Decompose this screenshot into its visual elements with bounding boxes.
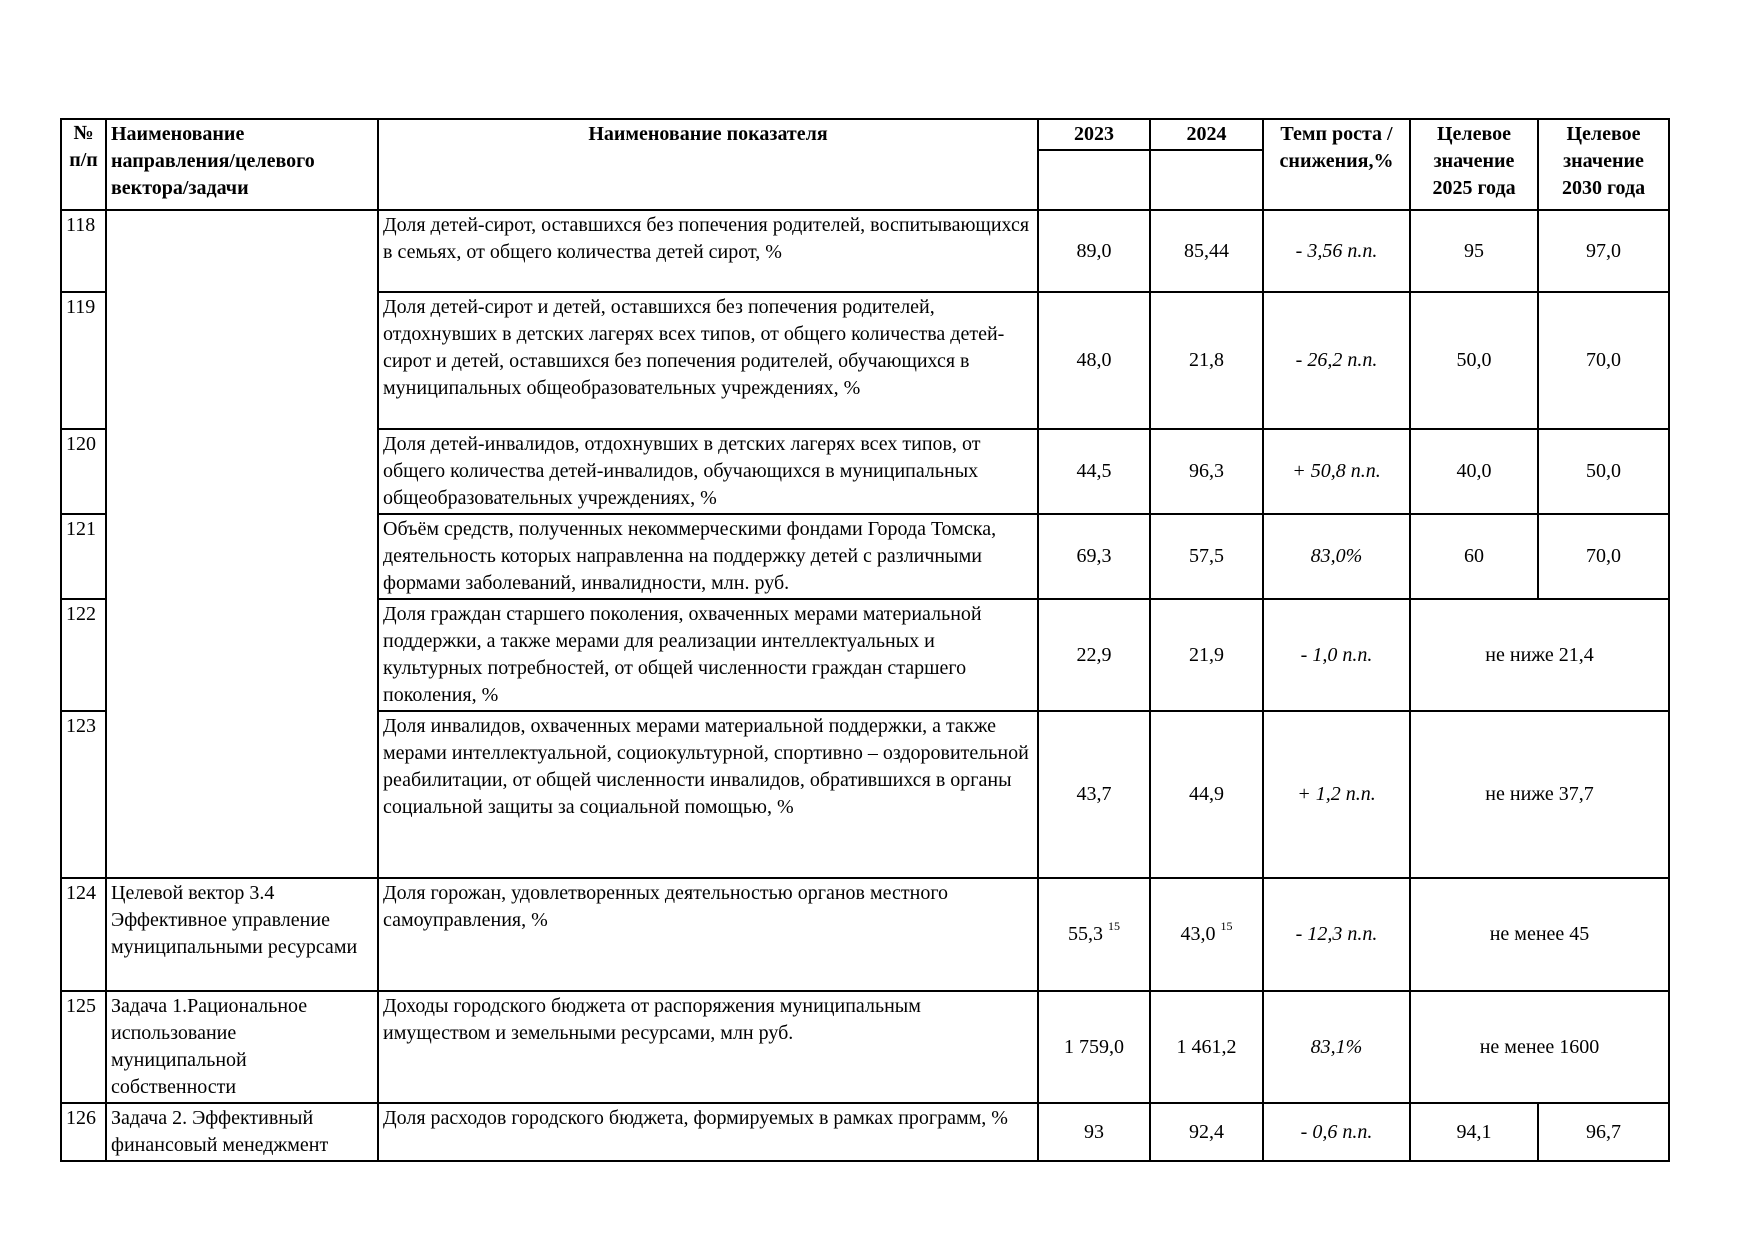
row-number: 120: [61, 429, 106, 514]
row-value-2023-cell: [1038, 878, 1150, 991]
row-rate: - 1,0 п.п.: [1263, 599, 1410, 711]
row-value-2023: 22,9: [1038, 599, 1150, 711]
header-year-2023: 2023: [1038, 119, 1150, 150]
row-indicator: Доля горожан, удовлетворенных деятельностью органов местного самоуправления, %: [378, 878, 1038, 991]
row-target-merged: не ниже 37,7: [1410, 711, 1669, 878]
header-rate: Темп роста / снижения,%: [1263, 119, 1410, 210]
row-rate: + 50,8 п.п.: [1263, 429, 1410, 514]
row-value-2023: 44,5: [1038, 429, 1150, 514]
row-number: 124: [61, 878, 106, 991]
row-number: 119: [61, 292, 106, 429]
row-rate: + 1,2 п.п.: [1263, 711, 1410, 878]
row-target-2025: 40,0: [1410, 429, 1538, 514]
header-target-2030: Целевое значение 2030 года: [1538, 119, 1669, 210]
row-number: 126: [61, 1103, 106, 1161]
header-indicator: Наименование показателя: [378, 119, 1038, 210]
row-value-2023: 43,7: [1038, 711, 1150, 878]
row-direction: Задача 2. Эффективный финансовый менеджмент: [106, 1103, 378, 1161]
row-rate: - 12,3 п.п.: [1263, 878, 1410, 991]
row-number: 122: [61, 599, 106, 711]
row-indicator: Доля инвалидов, охваченных мерами материальной поддержки, а также мерами интеллектуальной, социокультурной, спортивно – оздоровительной реабилитации, от общей численности инвалидов, обратившихся в органы социальной защиты за социальной помощью, %: [378, 711, 1038, 878]
row-direction-empty: [106, 210, 378, 878]
row-target-merged: не менее 1600: [1410, 991, 1669, 1103]
row-value-2024: 43,0: [1180, 923, 1216, 945]
row-value-2023: 69,3: [1038, 514, 1150, 599]
row-target-2025: 50,0: [1410, 292, 1538, 429]
row-target-2030: 50,0: [1538, 429, 1669, 514]
row-rate: - 0,6 п.п.: [1263, 1103, 1410, 1161]
row-rate: - 26,2 п.п.: [1263, 292, 1410, 429]
row-rate: 83,1%: [1263, 991, 1410, 1103]
row-value-2024: 21,9: [1150, 599, 1263, 711]
header-direction: Наименование направления/целевого вектора/задачи: [106, 119, 378, 210]
header-row: [61, 119, 1669, 150]
header-target-2025: Целевое значение 2025 года: [1410, 119, 1538, 210]
footnote-ref: 15: [1108, 919, 1120, 934]
row-number: 121: [61, 514, 106, 599]
row-value-2023: 93: [1038, 1103, 1150, 1161]
row-value-2024-cell: [1150, 878, 1263, 991]
row-value-2024: 44,9: [1150, 711, 1263, 878]
row-value-2024: 21,8: [1150, 292, 1263, 429]
row-target-2030: 70,0: [1538, 514, 1669, 599]
row-rate: - 3,56 п.п.: [1263, 210, 1410, 292]
row-target-2025: 60: [1410, 514, 1538, 599]
row-value-2024: 92,4: [1150, 1103, 1263, 1161]
row-direction: Задача 1.Рациональное использование муниципальной собственности: [106, 991, 378, 1103]
row-value-2024: 85,44: [1150, 210, 1263, 292]
row-target-2030: 70,0: [1538, 292, 1669, 429]
row-target-2030: 96,7: [1538, 1103, 1669, 1161]
row-value-2024: 1 461,2: [1150, 991, 1263, 1103]
row-direction: Целевой вектор 3.4 Эффективное управление муниципальными ресурсами: [106, 878, 378, 991]
header-year-2024: 2024: [1150, 119, 1263, 150]
row-indicator: Доля детей-сирот и детей, оставшихся без попечения родителей, отдохнувших в детских лагерях всех типов, от общего количества детей-сирот и детей, оставшихся без попечения родителей, обучающихся в муниципальных общеобразовательных учреждениях, %: [378, 292, 1038, 429]
header-year-2024-empty: [1150, 150, 1263, 210]
indicators-table: [60, 118, 1670, 1162]
footnote-ref: 15: [1220, 919, 1233, 934]
row-target-2025: 94,1: [1410, 1103, 1538, 1161]
row-rate: 83,0%: [1263, 514, 1410, 599]
row-indicator: Доходы городского бюджета от распоряжения муниципальным имуществом и земельными ресурсами, млн руб.: [378, 991, 1038, 1103]
row-indicator: Объём средств, полученных некоммерческими фондами Города Томска, деятельность которых направленна на поддержку детей с различными формами заболеваний, инвалидности, млн. руб.: [378, 514, 1038, 599]
row-value-2024: 57,5: [1150, 514, 1263, 599]
row-number: 123: [61, 711, 106, 878]
header-year-2023-empty: [1038, 150, 1150, 210]
row-indicator: Доля граждан старшего поколения, охваченных мерами материальной поддержки, а также мерами для реализации интеллектуальных и культурных потребностей, от общей численности граждан старшего поколения, %: [378, 599, 1038, 711]
row-indicator: Доля расходов городского бюджета, формируемых в рамках программ, %: [378, 1103, 1038, 1161]
row-value-2023: 55,3: [1068, 923, 1103, 945]
header-num: № п/п: [61, 119, 106, 210]
row-value-2023: 89,0: [1038, 210, 1150, 292]
row-target-2025: 95: [1410, 210, 1538, 292]
table-row: [61, 991, 1669, 1103]
row-indicator: Доля детей-сирот, оставшихся без попечения родителей, воспитывающихся в семьях, от общего количества детей сирот, %: [378, 210, 1038, 292]
row-number: 125: [61, 991, 106, 1103]
row-target-2030: 97,0: [1538, 210, 1669, 292]
row-target-merged: не менее 45: [1410, 878, 1669, 991]
row-value-2023: 1 759,0: [1038, 991, 1150, 1103]
table-row: [61, 1103, 1669, 1161]
row-indicator: Доля детей-инвалидов, отдохнувших в детских лагерях всех типов, от общего количества детей-инвалидов, обучающихся в муниципальных общеобразовательных учреждениях, %: [378, 429, 1038, 514]
row-value-2023: 48,0: [1038, 292, 1150, 429]
table-row: [61, 210, 1669, 292]
table-row: [61, 878, 1669, 991]
row-value-2024: 96,3: [1150, 429, 1263, 514]
row-number: 118: [61, 210, 106, 292]
row-target-merged: не ниже 21,4: [1410, 599, 1669, 711]
